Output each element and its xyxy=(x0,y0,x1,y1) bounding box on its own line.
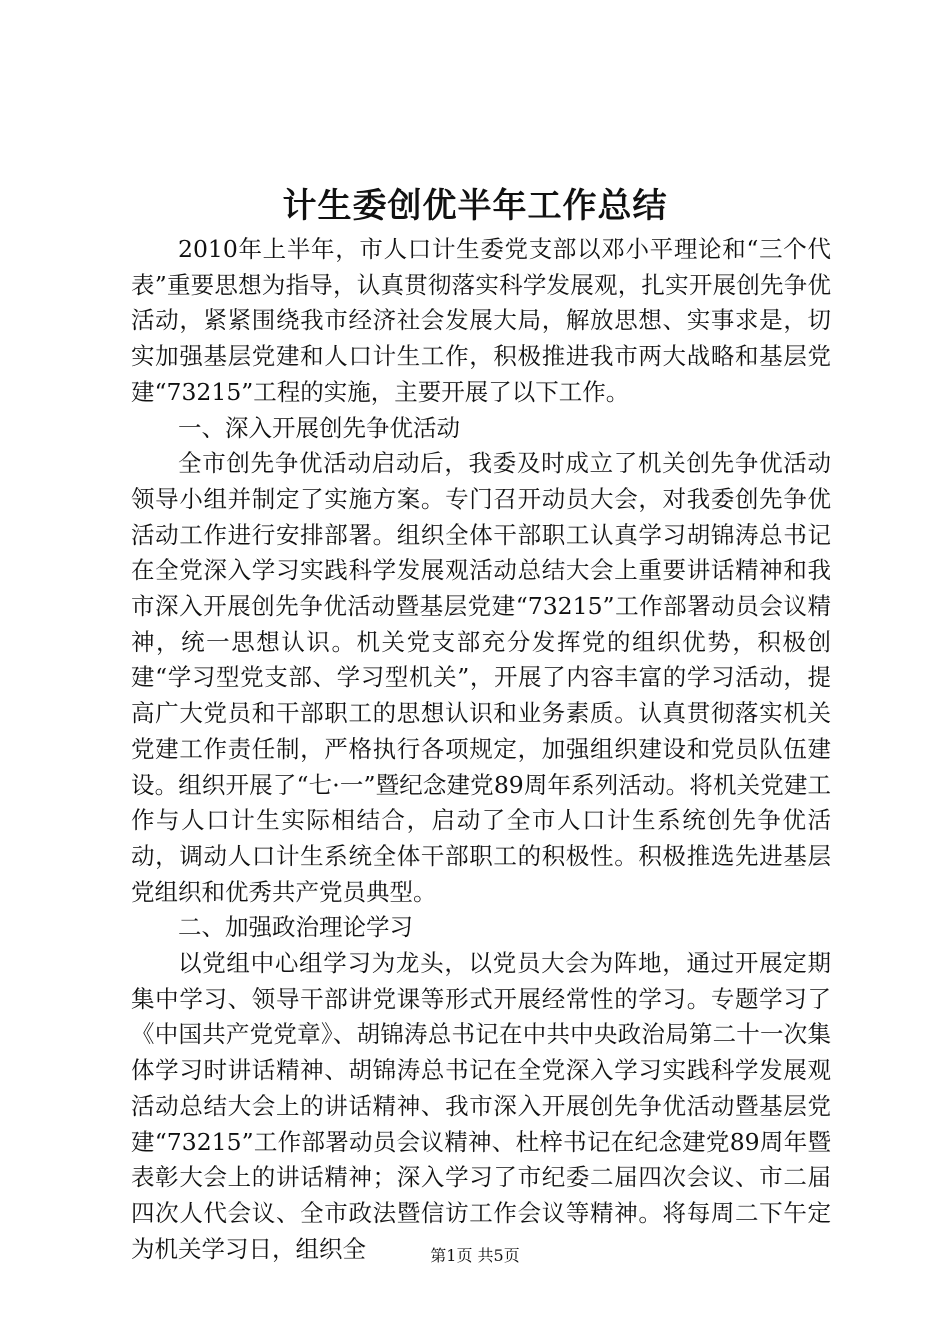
paragraph-section-1: 全市创先争优活动启动后，我委及时成立了机关创先争优活动领导小组并制定了实施方案。专门召开动员大会，对我委创先争优活动工作进行安排部署。组织全体干部职工认真学习胡锦涛总书记在全党深入学习实践科学发展观活动总结大会上重要讲话精神和我市深入开展创先争优活动暨基层党建“73215”工作部署动员会议精神，统一思想认识。机关党支部充分发挥党的组织优势，积极创建“学习型党支部、学习型机关”，开展了内容丰富的学习活动，提高广大党员和干部职工的思想认识和业务素质。认真贯彻落实机关党建工作责任制，严格执行各项规定，加强组织建设和党员队伍建设。组织开展了“七·一”暨纪念建党89周年系列活动。将机关党建工作与人口计生实际相结合，启动了全市人口计生系统创先争优活动，调动人口计生系统全体干部职工的积极性。积极推选先进基层党组织和优秀共产党员典型。 xyxy=(131,449,831,906)
section-heading-1: 一、深入开展创先争优活动 xyxy=(178,413,460,442)
document-title: 计生委创优半年工作总结 xyxy=(282,186,668,226)
paragraph-intro: 2010年上半年，市人口计生委党支部以邓小平理论和“三个代表”重要思想为指导，认真贯彻落实科学发展观，扎实开展创先争优活动，紧紧围绕我市经济社会发展大局，解放思想、实事求是，切实加强基层党建和人口计生工作，积极推进我市两大战略和基层党建“73215”工程的实施，主要开展了以下工作。 xyxy=(131,235,831,406)
paragraph-section-2: 以党组中心组学习为龙头，以党员大会为阵地，通过开展定期集中学习、领导干部讲党课等形式开展经常性的学习。专题学习了《中国共产党党章》、胡锦涛总书记在中共中央政治局第二十一次集体学习时讲话精神、胡锦涛总书记在全党深入学习实践科学发展观活动总结大会上的讲话精神、我市深入开展创先争优活动暨基层党建“73215”工作部署动员会议精神、杜梓书记在纪念建党89周年暨表彰大会上的讲话精神；深入学习了市纪委二届四次会议、市二届四次人代会议、全市政法暨信访工作会议等精神。将每周二下午定为机关学习日，组织全 xyxy=(131,949,831,1263)
page-number-footer: 第1页 共5页 xyxy=(430,1246,520,1265)
document-body xyxy=(131,232,831,1267)
section-heading-2: 二、加强政治理论学习 xyxy=(178,913,413,942)
